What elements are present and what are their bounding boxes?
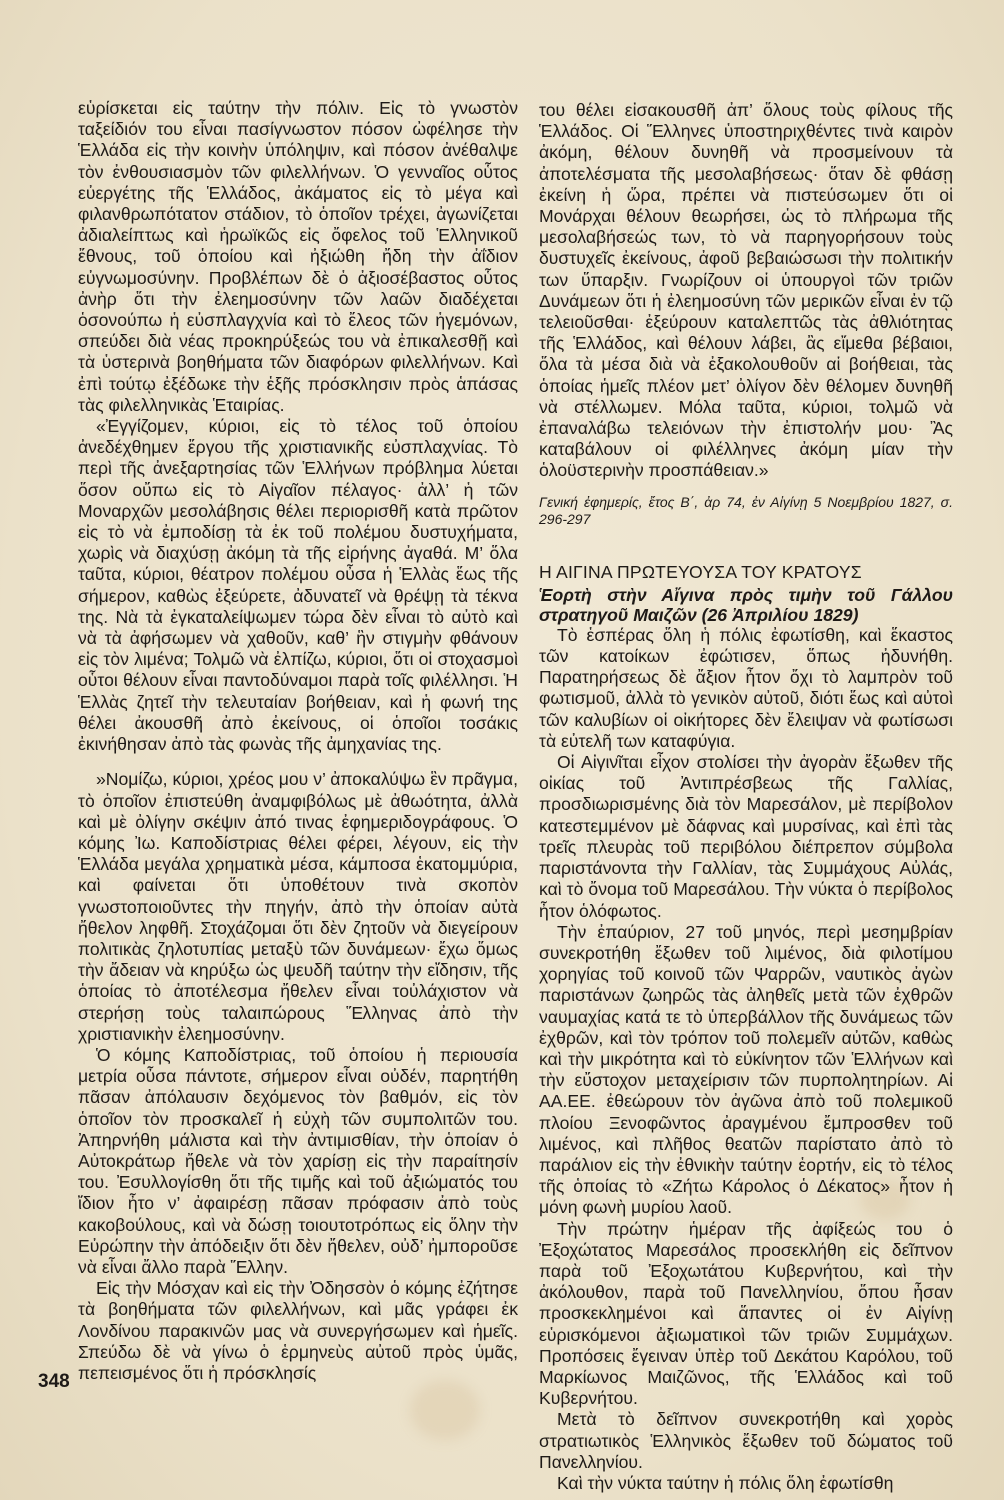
paragraph: Εἰς τὴν Μόσχαν καὶ εἰς τὴν Ὀδησσὸν ὁ κόμης ἐζήτησε τὰ βοηθήματα τῶν φιλελλήνων, καὶ μᾶς γράφει ἐκ Λονδίνου παρακινῶν μας νὰ συνεργήσωμεν καὶ ἡμεῖς. Σπεύδω δὲ νὰ γίνω ὁ ἑρμηνεὺς αὐτοῦ πρὸς ὑμᾶς, πεπεισμένος ὅτι ἡ πρόσκλησίς — [78, 1278, 518, 1383]
section-subheading: Ἑορτὴ στὴν Αἴγινα πρὸς τιμὴν τοῦ Γάλλου στρατηγοῦ Μαιζῶν (26 Ἀπριλίου 1829) — [539, 584, 953, 625]
paragraph: Καὶ τὴν νύκτα ταύτην ἡ πόλις ὅλη ἐφωτίσθη — [557, 1472, 894, 1493]
paragraph: Τὸ ἑσπέρας ὅλη ἡ πόλις ἐφωτίσθη, καὶ ἕκαστος τῶν κατοίκων ἐφώτισεν, ὅπως ἠδυνήθη. Παρατηρήσεως δὲ ἄξιον ἦτον ὄχι τὸ λαμπρὸν τοῦ φωτισμοῦ, ἀλλὰ τὸ γενικὸν αὐτοῦ, διότι ἕως καὶ αὐτοὶ τῶν καλυβίων οἱ οἰκήτορες δὲν ἔλειψαν νὰ φωτίσωσι τὰ εὐτελῆ των καταφύγια. — [539, 624, 953, 751]
paragraph: Τὴν πρώτην ἡμέραν τῆς ἀφίξεώς του ὁ Ἐξοχώτατος Μαρεσάλος προσεκλήθη εἰς δεῖπνον παρὰ τοῦ Ἐξοχωτάτου Κυβερνήτου, καὶ τὴν ἀκόλουθον, παρὰ τοῦ Πανελληνίου, ὅπου ἦσαν προσκεκλημένοι καὶ ἅπαντες οἱ ἐν Αἰγίνῃ εὑρισκόμενοι ἀξιωματικοὶ τῶν τριῶν Συμμάχων. Προπόσεις ἔγειναν ὑπὲρ τοῦ Δεκάτου Καρόλου, τοῦ Μαρκίωνος Μαιζῶνος, τῆς Ἑλλάδος καὶ τοῦ Κυβερνήτου. — [539, 1218, 953, 1409]
section-heading: Η ΑΙΓΙΝΑ ΠΡΩΤΕΥΟΥΣΑ ΤΟΥ ΚΡΑΤΟΥΣ — [539, 561, 862, 582]
left-column — [78, 98, 518, 1384]
paper-stain — [410, 1380, 480, 1440]
paragraph: »Νομίζω, κύριοι, χρέος μου ν’ ἀποκαλύψω ἓν πρᾶγμα, τὸ ὁποῖον ἐπιστεύθη ἀναμφιβόλως μὲ ἀθωότητα, ἀλλὰ καὶ μὲ ὀλίγην σκέψιν ἀπό τινας ἐφημεριδογράφους. Ὁ κόμης Ἰω. Καποδίστριας θέλει φέρει, λέγουν, εἰς τὴν Ἑλλάδα μεγάλα χρηματικὰ μέσα, κάμποσα ἑκατομμύρια, καὶ φαίνεται ὅτι ὑποθέτουν τινὰ σκοπὸν γνωστοποιοῦντες τὴν πηγήν, ἀπὸ τὴν ὁποίαν αὐτὰ ἤθελον ληφθῆ. Στοχάζομαι ὅτι δὲν ζητοῦν νὰ διεγείρουν πολιτικὰς ζηλοτυπίας μεταξὺ τῶν δυνάμεων· ἔχω ὅμως τὴν ἄδειαν νὰ κηρύξω ὡς ψευδῆ ταύτην τὴν εἴδησιν, τῆς ὁποίας τὸ ἀποτέλεσμα ἤθελεν εἶναι τοὐλάχιστον νὰ στερήσῃ τοὺς ταλαιπώρους Ἕλληνας ἀπὸ τὴν χριστιανικὴν ἐλεημοσύνην. — [78, 769, 518, 1044]
page-number: 348 — [38, 1371, 70, 1392]
paragraph: Ὁ κόμης Καποδίστριας, τοῦ ὁποίου ἡ περιουσία μετρία οὖσα πάντοτε, σήμερον εἶναι οὐδέν, παρητήθη πᾶσαν ἀπόλαυσιν δεχόμενος τὸν βαθμόν, εἰς τὸν ὁποῖον τὸν προσκαλεῖ ἡ εὐχὴ τῶν συμπολιτῶν του. Ἀπηρνήθη μάλιστα καὶ τὴν ἀντιμισθίαν, τὴν ὁποίαν ὁ Αὐτοκράτωρ ἤθελε νὰ τὸν χαρίσῃ εἰς τὴν παραίτησίν του. Ἐσυλλογίσθη ὅτι τῆς τιμῆς καὶ τοῦ ἀξιώματός του ἴδιον ἦτο ν’ ἀφαιρέσῃ πᾶσαν πρόφασιν ἀπὸ τοὺς κακοβούλους, καὶ νὰ δώσῃ τοιουτοτρόπως εἰς ὅλην τὴν Εὐρώπην τὴν ἀπόδειξιν ὅτι δὲν ἤθελεν, οὐδ’ ἠμποροῦσε νὰ εἶναι ἄλλο παρὰ Ἕλλην. — [78, 1044, 518, 1277]
paragraph: «Ἐγγίζομεν, κύριοι, εἰς τὸ τέλος τοῦ ὁποίου ἀνεδέχθημεν ἔργου τῆς χριστιανικῆς εὐσπλαχνίας. Τὸ περὶ τῆς ἀνεξαρτησίας τῶν Ἑλλήνων πρόβλημα λύεται ὅσον οὔπω εἰς τὸ Αἰγαῖον πέλαγος· ἀλλ’ ἡ τῶν Μοναρχῶν μεσολάβησις θέλει περιορισθῆ κατὰ πρῶτον εἰς τὸ νὰ ἐμποδίσῃ τὰ ἐκ τοῦ πολέμου δυστυχήματα, χωρὶς νὰ διαχύσῃ ἀκόμη τὰ τῆς εἰρήνης ἀγαθά. Μ’ ὅλα ταῦτα, κύριοι, θέατρον πολέμου οὖσα ἡ Ἑλλὰς ἕως τῆς σήμερον, καθὼς ἐξεύρετε, ἀδυνατεῖ νὰ θρέψῃ τὰ τέκνα της. Νὰ τὰ ἐγκαταλείψωμεν τώρα δὲν εἶναι τὸ αὐτὸ καὶ νὰ τὰ ἀφήσωμεν νὰ χαθοῦν, καθ’ ἣν στιγμὴν φθάνουν εἰς τὸν λιμένα; Τολμῶ νὰ ἐλπίζω, κύριοι, ὅτι οἱ στοχασμοὶ οὗτοι θέλουν εἶναι παντοδύναμοι παρὰ τοῖς φιλέλλησι. Ἡ Ἑλλὰς ζητεῖ τὴν τελευταίαν βοήθειαν, καὶ ἡ φωνή της θέλει ἀκουσθῆ ἀπὸ ἐκείνους, οἱ ὁποῖοι τοσάκις ἐκινήθησαν ἀπὸ τὰς φωνὰς τῆς ἀμηχανίας της. — [78, 416, 518, 755]
paragraph: Οἱ Αἰγινῖται εἶχον στολίσει τὴν ἀγορὰν ἔξωθεν τῆς οἰκίας τοῦ Ἀντιπρέσβεως τῆς Γαλλίας, προσδιωρισμένης διὰ τὸν Μαρεσάλον, μὲ περίβολον κατεστεμμένον μὲ δάφνας καὶ μυρσίνας, καὶ ἐπὶ τὰς τρεῖς πλευρὰς τοῦ περιβόλου διέπρεπον σύμβολα παριστάνοντα τὴν Γαλλίαν, τὰς Συμμάχους Αὐλάς, καὶ τὸ ὄνομα τοῦ Μαρεσάλου. Τὴν νύκτα ὁ περίβολος ἦτον ὁλόφωτος. — [539, 752, 953, 921]
paragraph: Μετὰ τὸ δεῖπνον συνεκροτήθη καὶ χορὸς στρατιωτικὸς Ἑλληνικὸς ἔξωθεν τοῦ δώματος τοῦ Πανελληνίου. — [539, 1409, 953, 1472]
paragraph: Τὴν ἐπαύριον, 27 τοῦ μηνός, περὶ μεσημβρίαν συνεκροτήθη ἔξωθεν τοῦ λιμένος, διὰ φιλοτίμου χορηγίας τοῦ κοινοῦ τῶν Ψαρρῶν, ναυτικὸς ἀγὼν παριστάνων ζωηρῶς τὰς ἀληθεῖς μετὰ τῶν ἐχθρῶν ναυμαχίας κατά τε τὸ ὑπερβάλλον τῆς δυνάμεως τῶν ἐχθρῶν, καὶ τὸν τρόπον τοῦ πολεμεῖν αὐτῶν, καθὼς καὶ τὴν μικρότητα καὶ τὸ εὐκίνητον τῶν Ἑλλήνων καὶ τὴν εὔστοχον μεταχείρισιν τῶν πυρπολητηρίων. Αἱ ΑΑ.ΕΕ. ἐθεώρουν τὸν ἀγῶνα ἀπὸ τοῦ πολεμικοῦ πλοίου Ξενοφῶντος ἀραγμένου ἔμπροσθεν τοῦ λιμένος, καὶ πλῆθος θεατῶν παρίστατο ἀπὸ τὸ παράλιον εἰς τὴν ἐθνικὴν ταύτην ἑορτήν, εἰς τὸ τέλος τῆς ὁποίας τὸ «Ζήτω Κάρολος ὁ Δέκατος» ἦτον ἡ μόνη φωνὴ μυρίου λαοῦ. — [539, 921, 953, 1218]
source-citation: Γενική ἐφημερίς, ἔτος Β΄, ἀρ 74, ἐν Αἰγίνῃ 5 Νοεμβρίου 1827, σ. 296-297 — [539, 493, 953, 527]
right-column — [539, 100, 953, 1494]
paragraph: του θέλει εἰσακουσθῆ ἀπ’ ὅλους τοὺς φίλους τῆς Ἑλλάδος. Οἱ Ἕλληνες ὑποστηριχθέντες τινὰ καιρὸν ἀκόμη, θέλουν δυνηθῆ νὰ προσμείνουν τὰ ἀποτελέσματα τῆς μεσολαβήσεως· ὅταν δὲ φθάσῃ ἐκείνη ἡ ὥρα, πρέπει νὰ πιστεύσωμεν ὅτι οἱ Μονάρχαι θέλουν θεωρήσει, ὡς τὸ πλήρωμα τῆς μεσολαβήσεώς των, τὸ νὰ παρηγορήσουν τοὺς δυστυχεῖς ἐκείνους, ἀφοῦ βεβαιώσωσι τὴν πολιτικήν των ὕπαρξιν. Γνωρίζουν οἱ ὑπουργοὶ τῶν τριῶν Δυνάμεων ὅτι ἡ ἐλεημοσύνη τῶν μερικῶν εἶναι ἐν τῷ τελειοῦσθαι· ἐξεύρουν καταλεπτῶς τὰς ἀθλιότητας τῆς Ἑλλάδος, καὶ θέλουν λάβει, ἂς εἴμεθα βέβαιοι, ὅλα τὰ μέσα διὰ νὰ ἐξακολουθοῦν αἱ βοήθειαι, τὰς ὁποίας ἡμεῖς πλέον μετ’ ὀλίγον δὲν θέλομεν δυνηθῆ νὰ στέλλωμεν. Μόλα ταῦτα, κύριοι, τολμῶ νὰ ἐπαναλάβω τελειόνων τὴν ἐπιστολήν μου· Ἂς καταβάλουν οἱ φιλέλληνες ἀκόμη μίαν τὴν ὁλοϋστερινὴν προσπάθειαν.» — [539, 100, 953, 481]
paragraph: εὑρίσκεται εἰς ταύτην τὴν πόλιν. Εἰς τὸ γνωστὸν ταξείδιόν του εἶναι πασίγνωστον πόσον ὠφέλησε τὴν Ἑλλάδα εἰς τὴν κοινὴν ὑπόληψιν, καὶ πόσον ἀνέθαλψε τὸν ἐνθουσιασμὸν τῶν φιλελλήνων. Ὁ γενναῖος οὗτος εὐεργέτης τῆς Ἑλλάδος, ἀκάματος εἰς τὸ μέγα καὶ φιλανθρωπότατον στάδιον, τὸ ὁποῖον τρέχει, ἀγωνίζεται ἀδιαλείπτως καὶ ἡρωϊκῶς εἰς ὄφελος τοῦ Ἑλληνικοῦ ἔθνους, τοῦ ὁποίου καὶ ἠξιώθη ἤδη τὴν ἀΐδιον εὐγνωμοσύνην. Προβλέπων δὲ ὁ ἀξιοσέβαστος οὗτος ἀνὴρ ὅτι τὴν ἐλεημοσύνην τῶν λαῶν διαδέχεται ὁσονούπω ἡ εὐσπλαγχνία καὶ τὸ ἔλεος τῶν ἡγεμόνων, σπεύδει διὰ νέας προκηρύξεώς του νὰ ἐπικαλεσθῇ καὶ τὰ ὑστερινὰ βοηθήματα τῶν διαφόρων φιλελλήνων. Καὶ ἐπὶ τούτῳ ἐξέδωκε τὴν ἑξῆς πρόσκλησιν πρὸς ἁπάσας τὰς φιλελληνικὰς Ἑταιρίας. — [78, 98, 518, 415]
